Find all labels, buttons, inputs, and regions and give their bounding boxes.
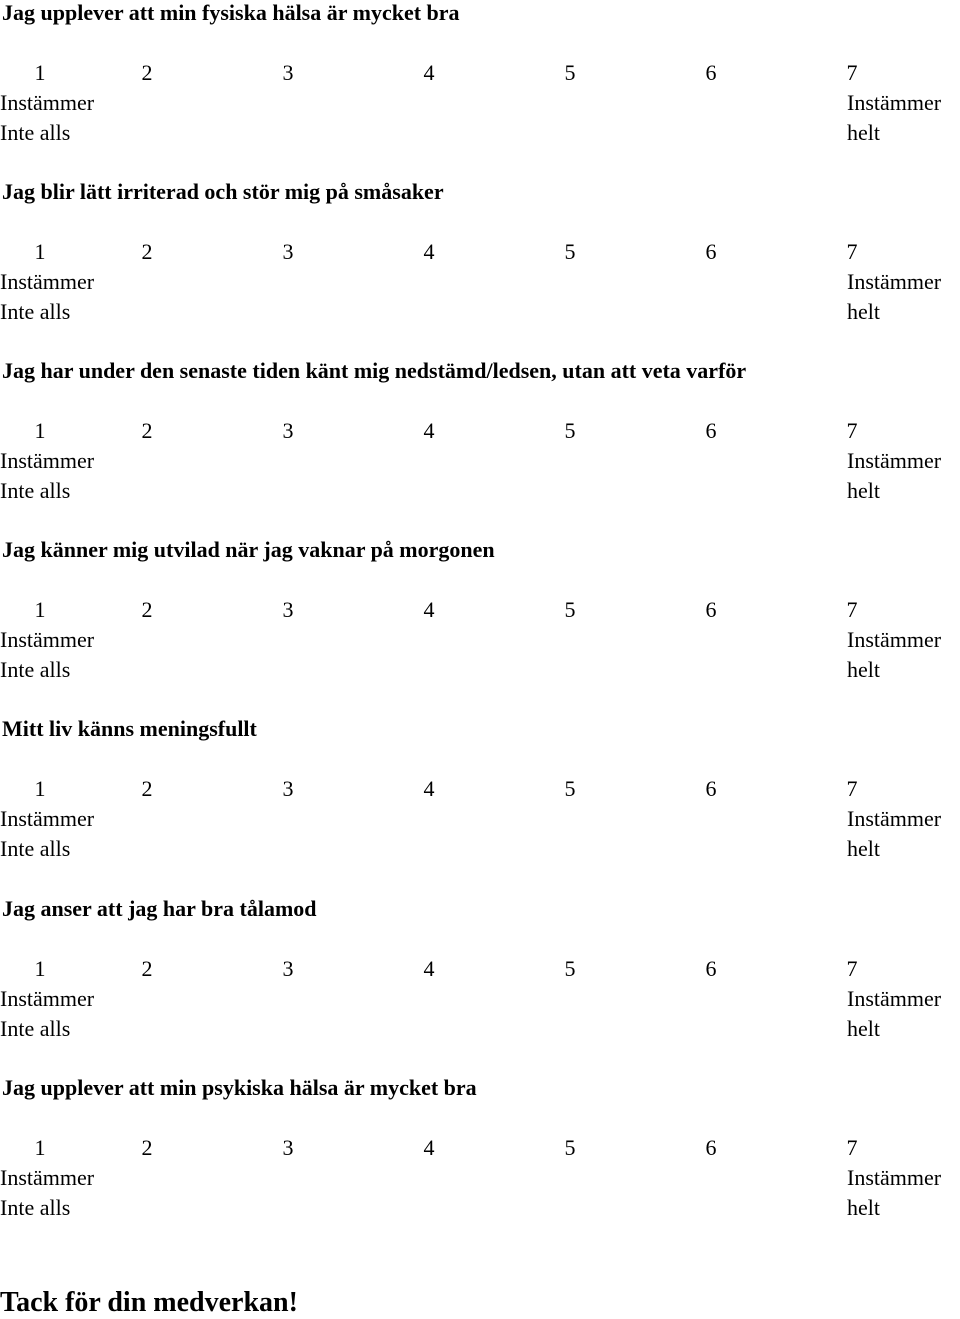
scale-left-anchor: Instämmer (0, 806, 95, 831)
question-block (0, 358, 960, 538)
question-text: Jag har under den senaste tiden känt mig nedstämd/ledsen, utan att veta varför (2, 358, 747, 383)
scale-option-6[interactable]: 6 (705, 597, 717, 622)
question-block (0, 1075, 960, 1255)
scale-option-7[interactable]: 7 (846, 60, 858, 85)
scale-option-5[interactable]: 5 (564, 956, 576, 981)
scale-left-anchor: Instämmer (0, 269, 95, 294)
scale-option-1[interactable]: 1 (34, 418, 46, 443)
question-text: Jag känner mig utvilad när jag vaknar på morgonen (2, 537, 495, 562)
scale-option-2[interactable]: 2 (141, 1135, 153, 1160)
scale-option-1[interactable]: 1 (34, 239, 46, 264)
scale-option-5[interactable]: 5 (564, 60, 576, 85)
scale-option-3[interactable]: 3 (282, 956, 294, 981)
scale-option-7[interactable]: 7 (846, 239, 858, 264)
scale-right-anchor-sub: helt (847, 836, 880, 861)
scale-option-6[interactable]: 6 (705, 60, 717, 85)
scale-left-anchor-sub: Inte alls (0, 1016, 71, 1041)
question-text: Jag anser att jag har bra tålamod (2, 896, 317, 921)
closing-message: Tack för din medverkan! (0, 1287, 298, 1318)
scale-left-anchor: Instämmer (0, 90, 95, 115)
scale-option-4[interactable]: 4 (423, 956, 435, 981)
scale-option-2[interactable]: 2 (141, 418, 153, 443)
scale-right-anchor: Instämmer (847, 90, 942, 115)
scale-left-anchor-sub: Inte alls (0, 478, 71, 503)
scale-option-4[interactable]: 4 (423, 60, 435, 85)
scale-right-anchor-sub: helt (847, 120, 880, 145)
scale-option-4[interactable]: 4 (423, 418, 435, 443)
scale-option-3[interactable]: 3 (282, 60, 294, 85)
scale-option-6[interactable]: 6 (705, 956, 717, 981)
scale-right-anchor-sub: helt (847, 478, 880, 503)
question-block (0, 0, 960, 180)
scale-option-2[interactable]: 2 (141, 597, 153, 622)
scale-option-4[interactable]: 4 (423, 776, 435, 801)
scale-right-anchor: Instämmer (847, 806, 942, 831)
scale-option-7[interactable]: 7 (846, 597, 858, 622)
question-block (0, 537, 960, 717)
scale-option-4[interactable]: 4 (423, 597, 435, 622)
question-block (0, 896, 960, 1076)
scale-option-6[interactable]: 6 (705, 239, 717, 264)
scale-left-anchor-sub: Inte alls (0, 120, 71, 145)
scale-left-anchor: Instämmer (0, 448, 95, 473)
scale-option-7[interactable]: 7 (846, 776, 858, 801)
scale-option-1[interactable]: 1 (34, 1135, 46, 1160)
scale-option-3[interactable]: 3 (282, 597, 294, 622)
scale-right-anchor-sub: helt (847, 299, 880, 324)
scale-option-1[interactable]: 1 (34, 60, 46, 85)
scale-right-anchor-sub: helt (847, 1195, 880, 1220)
scale-option-4[interactable]: 4 (423, 1135, 435, 1160)
scale-right-anchor: Instämmer (847, 1165, 942, 1190)
scale-left-anchor: Instämmer (0, 627, 95, 652)
question-block (0, 716, 960, 896)
question-text: Jag blir lätt irriterad och stör mig på småsaker (2, 179, 444, 204)
question-text: Mitt liv känns meningsfullt (2, 716, 257, 741)
scale-option-7[interactable]: 7 (846, 418, 858, 443)
scale-option-1[interactable]: 1 (34, 597, 46, 622)
scale-option-2[interactable]: 2 (141, 239, 153, 264)
scale-option-3[interactable]: 3 (282, 239, 294, 264)
scale-right-anchor: Instämmer (847, 269, 942, 294)
scale-option-6[interactable]: 6 (705, 1135, 717, 1160)
scale-option-5[interactable]: 5 (564, 239, 576, 264)
scale-right-anchor: Instämmer (847, 448, 942, 473)
scale-left-anchor-sub: Inte alls (0, 1195, 71, 1220)
question-block (0, 179, 960, 359)
scale-option-7[interactable]: 7 (846, 956, 858, 981)
scale-right-anchor: Instämmer (847, 986, 942, 1011)
scale-option-4[interactable]: 4 (423, 239, 435, 264)
scale-option-6[interactable]: 6 (705, 776, 717, 801)
scale-left-anchor-sub: Inte alls (0, 657, 71, 682)
scale-right-anchor-sub: helt (847, 657, 880, 682)
question-text: Jag upplever att min fysiska hälsa är mycket bra (2, 0, 460, 25)
scale-option-2[interactable]: 2 (141, 776, 153, 801)
scale-option-5[interactable]: 5 (564, 1135, 576, 1160)
scale-left-anchor: Instämmer (0, 986, 95, 1011)
scale-option-2[interactable]: 2 (141, 956, 153, 981)
scale-option-6[interactable]: 6 (705, 418, 717, 443)
scale-left-anchor-sub: Inte alls (0, 299, 71, 324)
scale-option-7[interactable]: 7 (846, 1135, 858, 1160)
scale-right-anchor: Instämmer (847, 627, 942, 652)
scale-option-1[interactable]: 1 (34, 956, 46, 981)
scale-option-2[interactable]: 2 (141, 60, 153, 85)
scale-right-anchor-sub: helt (847, 1016, 880, 1041)
scale-option-5[interactable]: 5 (564, 776, 576, 801)
question-text: Jag upplever att min psykiska hälsa är mycket bra (2, 1075, 477, 1100)
scale-option-3[interactable]: 3 (282, 418, 294, 443)
scale-option-5[interactable]: 5 (564, 418, 576, 443)
scale-option-5[interactable]: 5 (564, 597, 576, 622)
scale-left-anchor-sub: Inte alls (0, 836, 71, 861)
scale-option-3[interactable]: 3 (282, 1135, 294, 1160)
scale-option-1[interactable]: 1 (34, 776, 46, 801)
scale-option-3[interactable]: 3 (282, 776, 294, 801)
scale-left-anchor: Instämmer (0, 1165, 95, 1190)
